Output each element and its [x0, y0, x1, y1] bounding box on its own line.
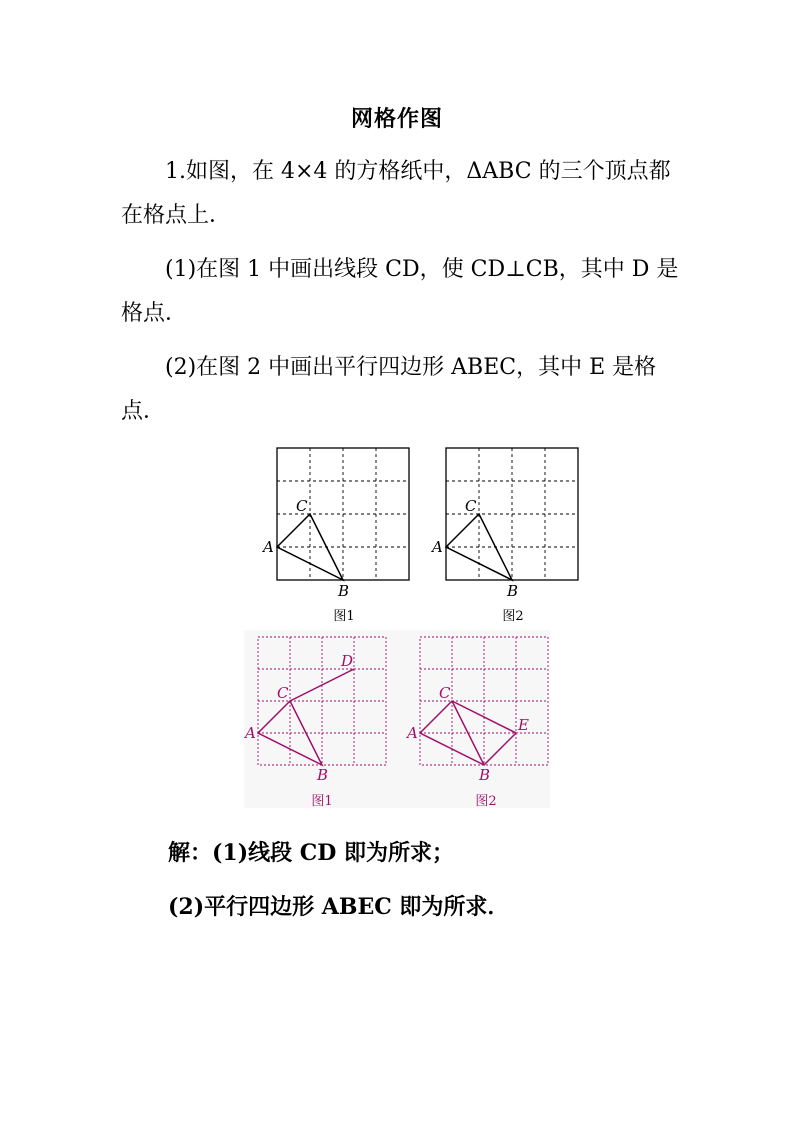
point-d-label: D: [341, 652, 354, 670]
point-a-label: A: [263, 538, 274, 556]
problem-intro: 1.如图，在 4×4 的方格纸中，ΔABC 的三个顶点都在格点上．: [121, 159, 671, 228]
solution-figure-1: [244, 628, 394, 788]
point-c-label: C: [465, 497, 477, 515]
problem-part2: (2)在图 2 中画出平行四边形 ABEC，其中 E 是格点．: [121, 355, 657, 424]
answer-line-1: 解：(1)线段 CD 即为所求；: [168, 840, 455, 866]
point-a-label: A: [432, 538, 443, 556]
point-b-label: B: [507, 582, 519, 600]
caption-figure-1: 图1: [333, 609, 355, 624]
question-figure-1: [262, 440, 422, 600]
point-b-label: B: [338, 582, 350, 600]
caption-figure-2: 图2: [502, 609, 524, 624]
point-c-label: C: [296, 497, 308, 515]
point-c-label: C: [439, 684, 451, 702]
point-c-label: C: [277, 684, 289, 702]
point-e-label: E: [518, 716, 529, 734]
solution-caption-2: 图2: [475, 794, 497, 809]
answer-line-2: (2)平行四边形 ABEC 即为所求．: [168, 894, 510, 920]
question-figure-2: [431, 440, 591, 600]
problem-part1: (1)在图 1 中画出线段 CD，使 CD⊥CB，其中 D 是格点．: [121, 257, 679, 326]
point-a-label: A: [407, 724, 418, 742]
solution-figure-2: [406, 628, 556, 788]
solution-caption-1: 图1: [311, 794, 333, 809]
page-title: 网格作图: [350, 106, 443, 132]
point-b-label: B: [317, 766, 329, 784]
point-a-label: A: [245, 724, 256, 742]
point-b-label: B: [479, 766, 491, 784]
